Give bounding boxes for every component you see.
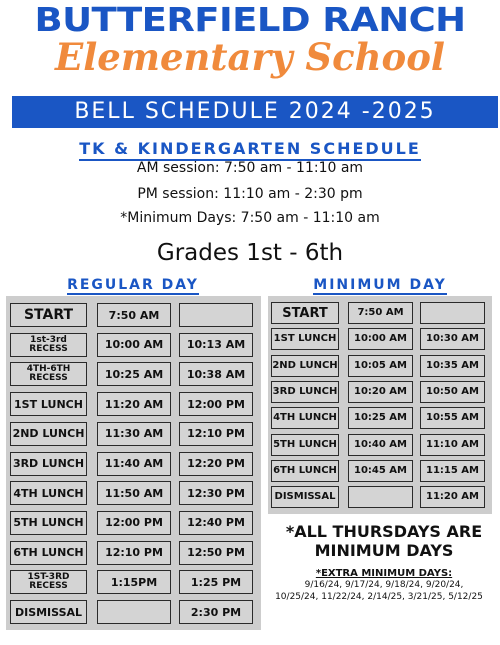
period-label: DISMISSAL	[271, 486, 339, 508]
end-time: 10:50 AM	[420, 381, 485, 403]
start-time	[97, 600, 171, 624]
end-time: 10:13 AM	[179, 333, 253, 357]
end-time: 10:35 AM	[420, 355, 485, 377]
regular-day-table	[6, 296, 261, 630]
period-label: 4TH LUNCH	[271, 407, 339, 429]
tk-schedule-heading	[0, 139, 500, 158]
period-label: START	[10, 303, 87, 327]
start-time: 10:00 AM	[348, 328, 413, 350]
period-label: 6TH LUNCH	[10, 541, 87, 565]
period-label: 6TH LUNCH	[271, 460, 339, 482]
tk-am-session: AM session: 7:50 am - 11:10 am	[136, 160, 364, 176]
start-time: 11:40 AM	[97, 452, 171, 476]
end-time	[179, 303, 253, 327]
end-time: 12:00 PM	[179, 392, 253, 416]
end-time: 10:55 AM	[420, 407, 485, 429]
grades-heading: Grades 1st - 6th	[156, 240, 344, 266]
extra-minimum-days-line2: 10/25/24, 11/22/24, 2/14/25, 3/21/25, 5/12/25	[275, 592, 483, 602]
school-name: BUTTERFIELD RANCH	[34, 0, 466, 39]
end-time: 12:40 PM	[179, 511, 253, 535]
end-time: 12:30 PM	[179, 481, 253, 505]
end-time: 11:20 AM	[420, 486, 485, 508]
tk-schedule-title: TK & KINDERGARTEN SCHEDULE	[79, 139, 421, 161]
regular-day-heading	[8, 274, 258, 293]
start-time	[348, 486, 413, 508]
period-label: 1ST-3RD RECESS	[10, 570, 87, 594]
end-time: 11:15 AM	[420, 460, 485, 482]
extra-minimum-days-title: *EXTRA MINIMUM DAYS:	[315, 568, 453, 579]
tk-pm-session: PM session: 11:10 am - 2:30 pm	[137, 186, 363, 202]
period-label: 4TH LUNCH	[10, 481, 87, 505]
period-label: 5TH LUNCH	[10, 511, 87, 535]
start-time: 10:25 AM	[348, 407, 413, 429]
start-time: 11:30 AM	[97, 422, 171, 446]
end-time: 10:38 AM	[179, 362, 253, 386]
start-time: 10:45 AM	[348, 460, 413, 482]
end-time: 11:10 AM	[420, 434, 485, 456]
start-time: 12:10 PM	[97, 541, 171, 565]
start-time: 12:00 PM	[97, 511, 171, 535]
start-time: 10:40 AM	[348, 434, 413, 456]
start-time: 10:20 AM	[348, 381, 413, 403]
end-time: 12:10 PM	[179, 422, 253, 446]
extra-minimum-days-line1: 9/16/24, 9/17/24, 9/18/24, 9/20/24,	[304, 580, 464, 590]
minimum-day-title: MINIMUM DAY	[313, 277, 447, 293]
period-label: DISMISSAL	[10, 600, 87, 624]
period-label: 2ND LUNCH	[10, 422, 87, 446]
period-label: 2ND LUNCH	[271, 355, 339, 377]
start-time: 10:25 AM	[97, 362, 171, 386]
start-time: 11:50 AM	[97, 481, 171, 505]
end-time: 12:20 PM	[179, 452, 253, 476]
start-time: 7:50 AM	[348, 302, 413, 324]
period-label: 1ST LUNCH	[10, 392, 87, 416]
end-time: 2:30 PM	[179, 600, 253, 624]
start-time: 11:20 AM	[97, 392, 171, 416]
thursdays-note-line1: *ALL THURSDAYS ARE	[285, 522, 483, 541]
start-time: 10:05 AM	[348, 355, 413, 377]
end-time: 12:50 PM	[179, 541, 253, 565]
minimum-day-heading	[268, 274, 492, 293]
tk-minimum-days: *Minimum Days: 7:50 am - 11:10 am	[120, 210, 380, 226]
start-time: 10:00 AM	[97, 333, 171, 357]
bell-schedule-banner: BELL SCHEDULE 2024 -2025	[12, 96, 498, 128]
end-time: 10:30 AM	[420, 328, 485, 350]
end-time	[420, 302, 485, 324]
period-label: 5TH LUNCH	[271, 434, 339, 456]
start-time: 1:15PM	[97, 570, 171, 594]
period-label: START	[271, 302, 339, 324]
period-label: 4TH-6TH RECESS	[10, 362, 87, 386]
regular-day-title: REGULAR DAY	[67, 277, 199, 293]
minimum-day-table	[268, 296, 492, 514]
thursdays-note-line2: MINIMUM DAYS	[314, 541, 454, 560]
school-subtitle: Elementary School	[55, 35, 445, 79]
start-time: 7:50 AM	[97, 303, 171, 327]
period-label: 1ST LUNCH	[271, 328, 339, 350]
period-label: 3RD LUNCH	[271, 381, 339, 403]
period-label: 1st-3rd RECESS	[10, 333, 87, 357]
period-label: 3RD LUNCH	[10, 452, 87, 476]
end-time: 1:25 PM	[179, 570, 253, 594]
